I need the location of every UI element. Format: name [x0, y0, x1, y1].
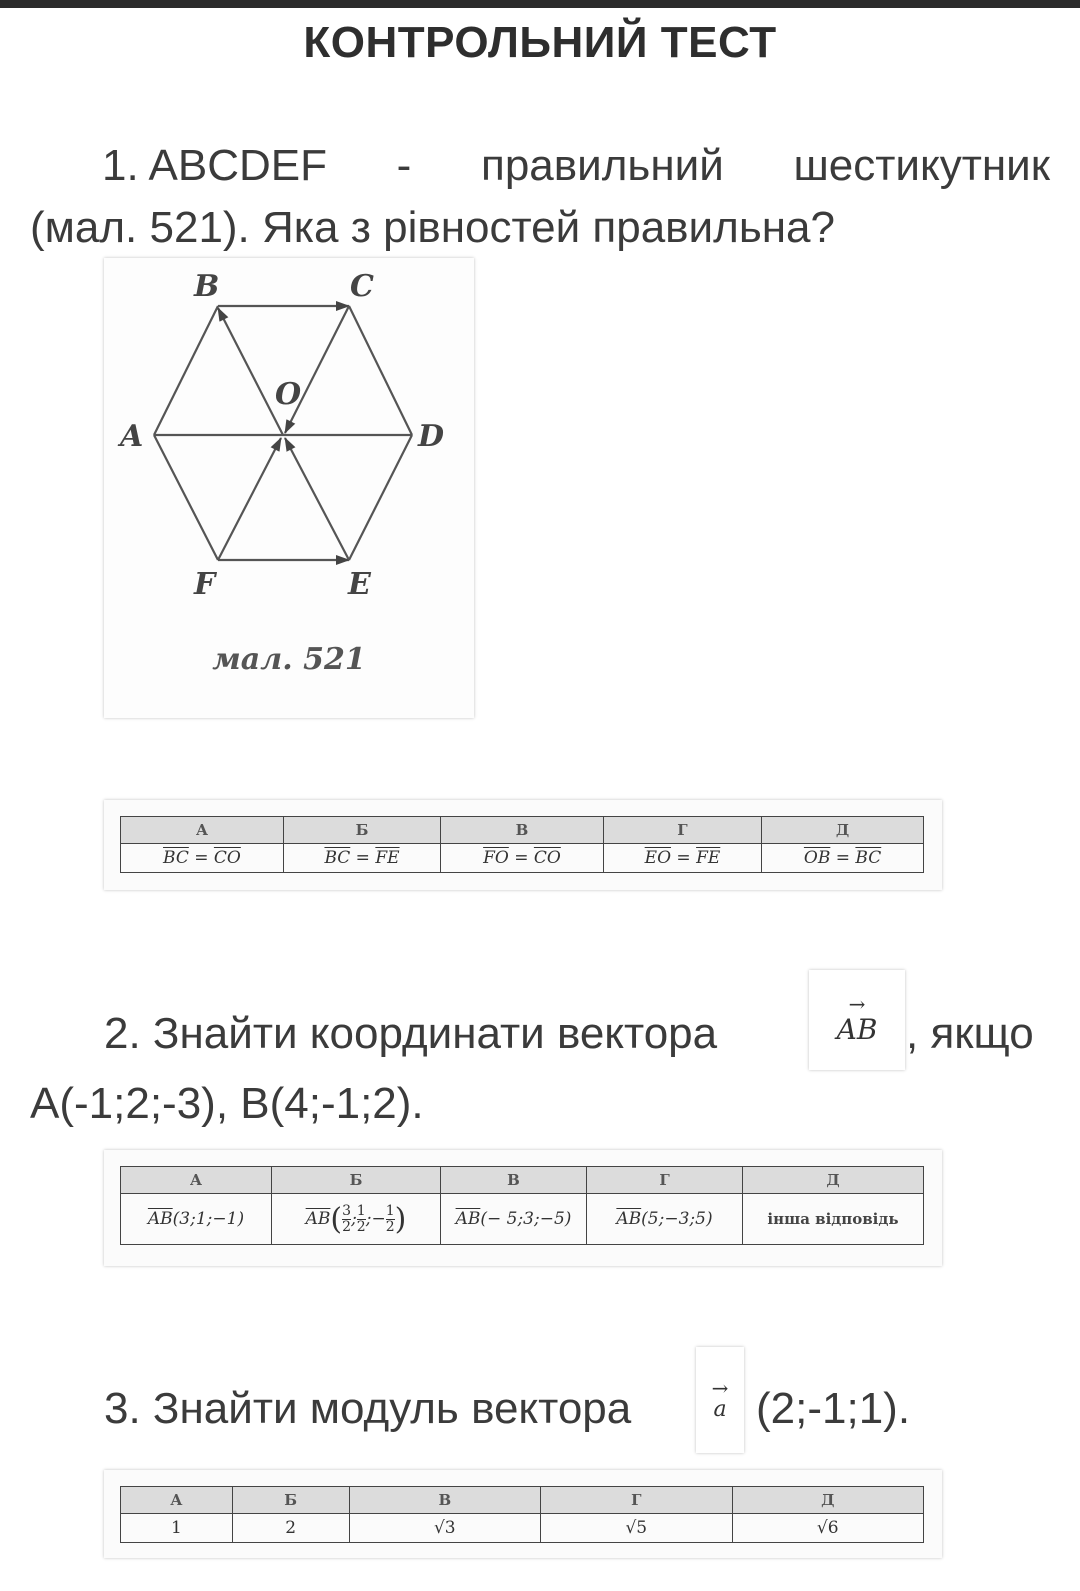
answer-option-v: $\overline{AB}(-$ 5;3;−5) — [441, 1194, 587, 1245]
vector-name: a — [713, 1396, 727, 1422]
side-cd — [349, 306, 412, 435]
question-3-tail: (2;-1;1). — [756, 1384, 911, 1433]
answer-options-2 — [120, 1166, 924, 1245]
question-1-line-1 — [30, 134, 1050, 198]
label-b: B — [194, 269, 220, 304]
q1-word: правильний — [481, 141, 724, 190]
answer-option-d: інша відповідь — [743, 1194, 924, 1245]
vector-name: AB — [836, 1012, 878, 1046]
option-letter: В — [441, 1167, 587, 1194]
label-d: D — [418, 419, 445, 454]
answer-option-d: $\overline{OB} = \overline{BC}$ — [762, 844, 924, 873]
option-letter: Д — [762, 817, 924, 844]
figure-caption: мал. 521 — [212, 642, 366, 677]
answer-option-g: √5 — [541, 1514, 732, 1543]
option-letter: Д — [732, 1487, 924, 1514]
question-2-line-2: A(-1;2;-3), B(4;-1;2). — [30, 1079, 424, 1128]
vector-co — [285, 306, 349, 433]
answer-table-3 — [104, 1470, 942, 1558]
label-o: O — [275, 377, 302, 412]
label-f: F — [194, 567, 216, 602]
answer-option-b: 2 — [232, 1514, 349, 1543]
option-letter: А — [121, 817, 284, 844]
answer-options-1 — [120, 816, 924, 873]
answer-option-g: $\overline{EO} = \overline{FE}$ — [603, 844, 761, 873]
q1-word: шестикутник — [793, 141, 1050, 190]
option-letter: Г — [603, 817, 761, 844]
vector-fo — [218, 438, 281, 560]
answer-option-v: √3 — [349, 1514, 540, 1543]
option-letter: В — [349, 1487, 540, 1514]
side-ab — [154, 306, 218, 435]
vector-ob — [218, 308, 283, 435]
option-letter: Б — [272, 1167, 441, 1194]
answer-option-a: $\overline{AB}(3;1;-1)$ — [121, 1194, 272, 1245]
option-letter: А — [121, 1487, 233, 1514]
option-letter: Г — [541, 1487, 732, 1514]
answer-option-a: 1 — [121, 1514, 233, 1543]
question-2-tail: , якщо — [906, 1009, 1034, 1058]
answer-option-b: $\overline{BC} = \overline{FE}$ — [283, 844, 440, 873]
hexagon-figure — [104, 258, 474, 718]
q1-word: - — [396, 141, 412, 190]
vector-arrow-icon: → — [711, 1375, 729, 1400]
answer-option-b: $\overline{AB}$( $\frac{3}{2}$ ; $\frac{1}{2}$ ;− $\frac{1}{2}$ ) — [272, 1194, 441, 1245]
answer-option-g: $\overline{AB}(5;-3;5)$ — [587, 1194, 743, 1245]
answer-options-3 — [120, 1486, 924, 1543]
question-1-line-2: (мал. 521). Яка з рівностей правильна? — [30, 203, 835, 252]
label-a: A — [120, 419, 144, 454]
option-letter: В — [441, 817, 604, 844]
side-de — [349, 435, 412, 560]
vector-eo — [285, 438, 349, 560]
answer-option-d: √6 — [732, 1514, 924, 1543]
question-3-line-1: 3. Знайти модуль вектора — [104, 1384, 632, 1433]
answer-table-2 — [104, 1150, 942, 1266]
vector-ab-image — [809, 970, 905, 1070]
option-letter: Д — [743, 1167, 924, 1194]
page-title: КОНТРОЛЬНИЙ ТЕСТ — [303, 18, 777, 67]
question-2-line-1: 2. Знайти координати вектора — [104, 1009, 718, 1058]
vector-arrow-icon: → — [848, 991, 866, 1016]
option-letter: Б — [232, 1487, 349, 1514]
answer-option-v: $\overline{FO} = \overline{CO}$ — [441, 844, 604, 873]
option-letter: Г — [587, 1167, 743, 1194]
top-status-bar — [0, 0, 1080, 8]
side-fa — [154, 435, 218, 560]
vector-a-image — [696, 1347, 744, 1453]
option-letter: Б — [283, 817, 440, 844]
option-letter: А — [121, 1167, 272, 1194]
label-c: C — [350, 269, 374, 304]
label-e: E — [348, 567, 371, 602]
answer-option-a: $\overline{BC} = \overline{CO}$ — [121, 844, 284, 873]
answer-table-1 — [104, 800, 942, 890]
q1-word: 1. ABCDEF — [102, 141, 327, 190]
